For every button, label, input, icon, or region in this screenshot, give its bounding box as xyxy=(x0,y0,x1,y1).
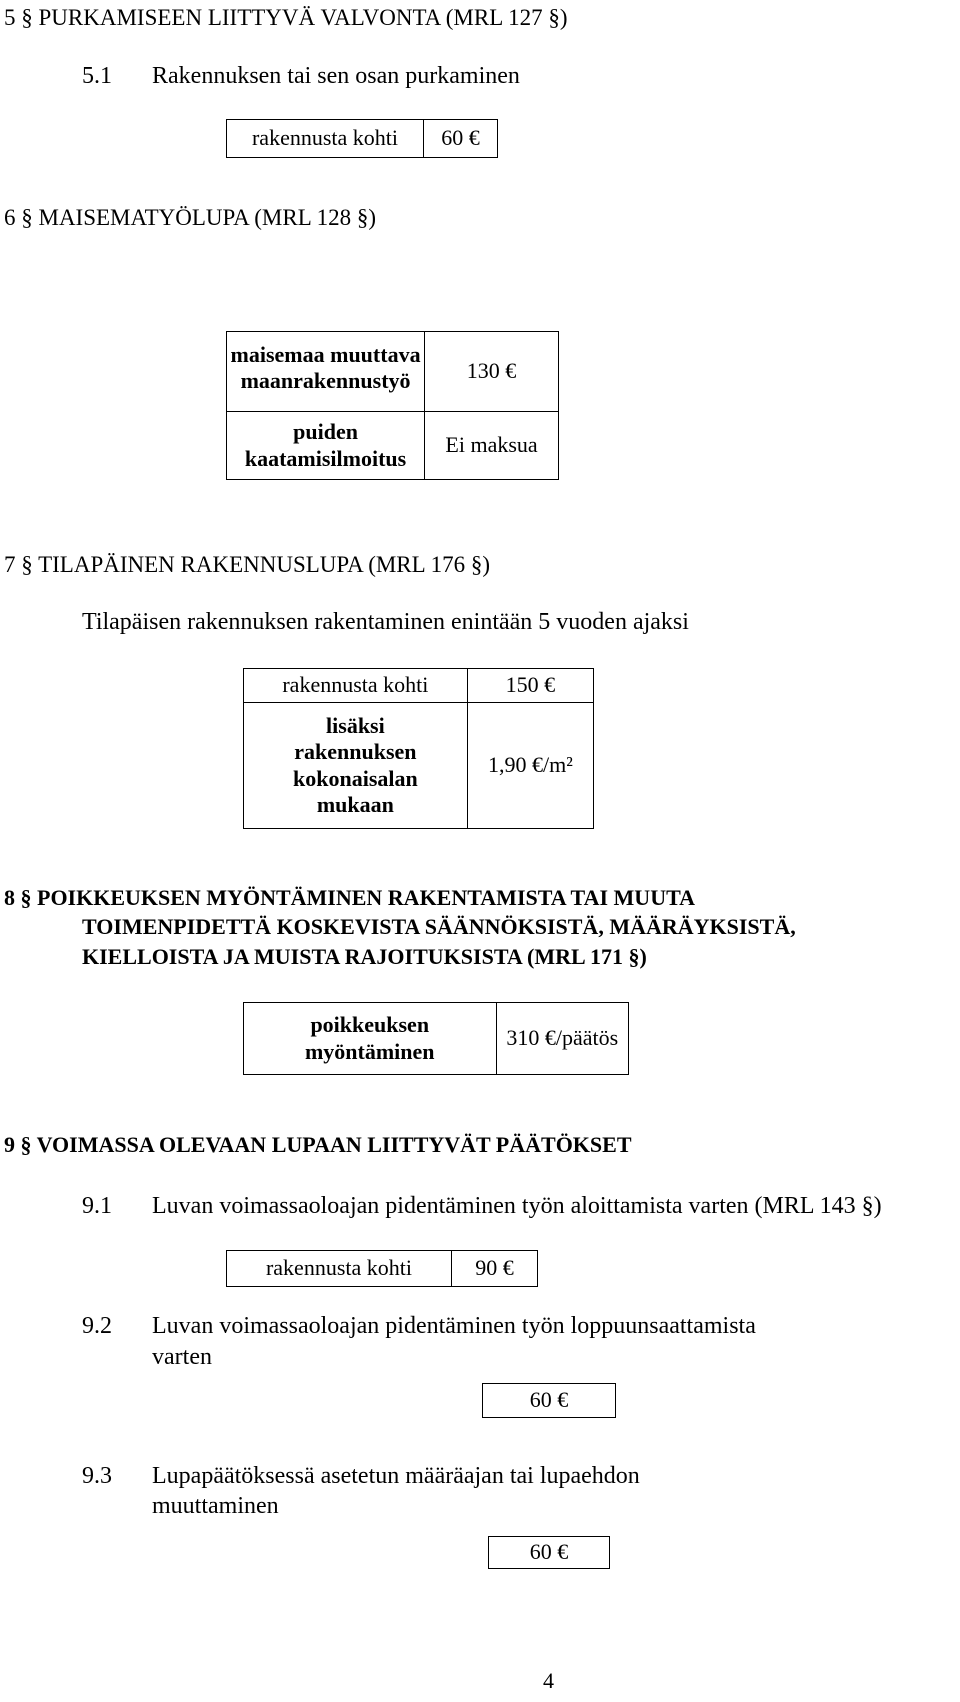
fee-table-8 xyxy=(243,1002,629,1075)
item-9-2-text-line2: varten xyxy=(152,1344,212,1370)
item-9-1-text: Luvan voimassaoloajan pidentäminen työn aloittamista varten (MRL 143 §) xyxy=(152,1193,882,1219)
section-7-heading: 7 § TILAPÄINEN RAKENNUSLUPA (MRL 176 §) xyxy=(4,552,490,577)
item-5-1-text: Rakennuksen tai sen osan purkaminen xyxy=(152,63,520,89)
section-5-heading: 5 § PURKAMISEEN LIITTYVÄ VALVONTA (MRL 127 §) xyxy=(4,5,568,30)
section-6-heading: 6 § MAISEMATYÖLUPA (MRL 128 §) xyxy=(4,205,377,230)
fee-label: lisäksi rakennuksen kokonaisalan mukaan xyxy=(244,703,468,829)
fee-table-9-2 xyxy=(482,1383,616,1418)
fee-value: 130 € xyxy=(425,332,559,412)
item-9-3-text-line1: Lupapäätöksessä asetetun määräajan tai lupaehdon xyxy=(152,1463,640,1489)
fee-label: poikkeuksen myöntäminen xyxy=(244,1003,497,1075)
fee-value: 150 € xyxy=(467,669,593,703)
fee-label: rakennusta kohti xyxy=(227,120,424,158)
section-9-heading: 9 § VOIMASSA OLEVAAN LUPAAN LIITTYVÄT PÄÄTÖKSET xyxy=(4,1132,632,1157)
fee-table-9-3 xyxy=(488,1536,610,1569)
item-9-3-number: 9.3 xyxy=(82,1463,112,1489)
item-9-1-number: 9.1 xyxy=(82,1193,112,1219)
fee-value: 60 € xyxy=(483,1384,616,1418)
item-9-2-text-line1: Luvan voimassaoloajan pidentäminen työn loppuunsaattamista xyxy=(152,1313,756,1339)
section-7-description: Tilapäisen rakennuksen rakentaminen enintään 5 vuoden ajaksi xyxy=(82,609,689,635)
fee-table-6 xyxy=(226,331,559,480)
page-number: 4 xyxy=(543,1668,554,1693)
fee-label: rakennusta kohti xyxy=(227,1251,452,1287)
fee-value: Ei maksua xyxy=(425,412,559,480)
section-8-heading-line1: 8 § POIKKEUKSEN MYÖNTÄMINEN RAKENTAMISTA TAI MUUTA xyxy=(4,885,696,910)
fee-table-7 xyxy=(243,668,594,829)
fee-value: 1,90 €/m² xyxy=(467,703,593,829)
item-9-2-number: 9.2 xyxy=(82,1313,112,1339)
section-8-heading-line2: TOIMENPIDETTÄ KOSKEVISTA SÄÄNNÖKSISTÄ, MÄÄRÄYKSISTÄ, xyxy=(82,914,796,939)
item-5-1-number: 5.1 xyxy=(82,63,112,89)
section-8-heading-line3: KIELLOISTA JA MUISTA RAJOITUKSISTA (MRL 171 §) xyxy=(82,944,647,969)
fee-table-5-1 xyxy=(226,119,498,158)
fee-label: rakennusta kohti xyxy=(244,669,468,703)
fee-value: 60 € xyxy=(489,1537,610,1569)
fee-value: 90 € xyxy=(451,1251,537,1287)
fee-value: 60 € xyxy=(424,120,498,158)
fee-label: maisemaa muuttava maanrakennustyö xyxy=(227,332,425,412)
fee-table-9-1 xyxy=(226,1250,538,1287)
fee-label: puiden kaatamisilmoitus xyxy=(227,412,425,480)
fee-value: 310 €/päätös xyxy=(496,1003,629,1075)
item-9-3-text-line2: muuttaminen xyxy=(152,1493,279,1519)
